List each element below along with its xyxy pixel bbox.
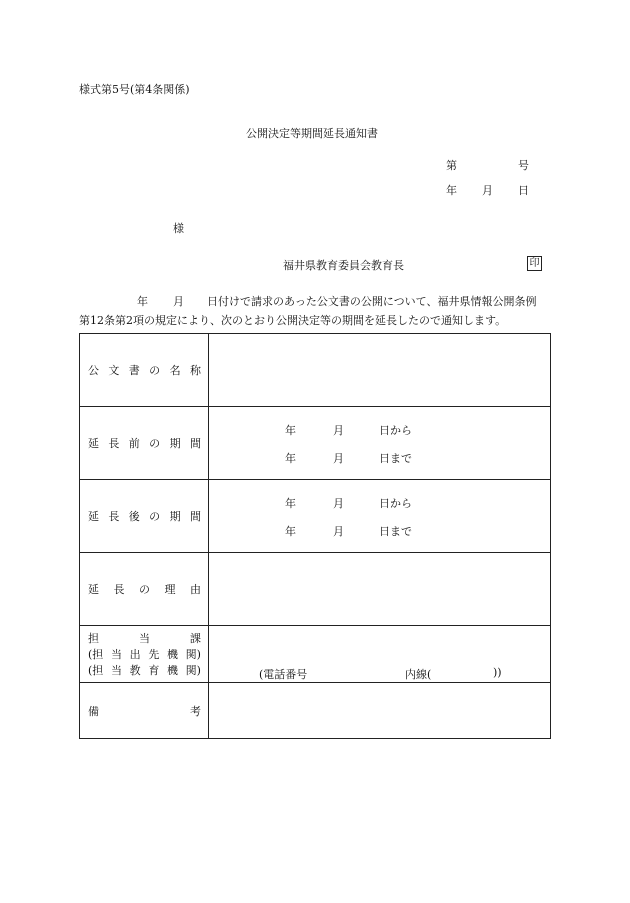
label-char: 後	[128, 510, 140, 523]
value-reason[interactable]	[209, 553, 551, 626]
period-month: 月	[333, 525, 344, 538]
label-char: 教	[129, 664, 141, 677]
doc-date-month: 月	[482, 184, 493, 197]
value-doc-name[interactable]	[209, 334, 551, 407]
phone-label: (電話番号	[259, 668, 308, 681]
value-remarks[interactable]	[209, 683, 551, 739]
label-char: 延	[88, 437, 99, 450]
body-line1: 日付けで請求のあった公文書の公開について、福井県情報公開条例	[207, 295, 537, 308]
row-remarks	[80, 683, 551, 739]
label-char: (担	[88, 648, 104, 661]
period-month: 月	[333, 424, 344, 437]
doc-date-day: 日	[518, 184, 529, 197]
label-char: 長	[108, 437, 120, 450]
issuer-name: 福井県教育委員会教育長	[283, 259, 404, 272]
body-year: 年	[137, 295, 148, 308]
period-year: 年	[285, 424, 296, 437]
label-char: の	[149, 437, 161, 450]
label-char: 期	[169, 437, 181, 450]
label-char: 課	[190, 632, 201, 645]
period-year: 年	[285, 452, 296, 465]
label-char: 書	[128, 364, 140, 377]
label-char: 当	[110, 664, 122, 677]
label-char: 長	[113, 583, 125, 596]
body-line2: 第12条第2項の規定により、次のとおり公開決定等の期間を延長したので通知します。	[79, 314, 507, 327]
doc-number-prefix: 第	[446, 159, 457, 172]
label-char: 機	[166, 648, 178, 661]
after-period-from	[209, 488, 550, 516]
label-char: 担	[88, 632, 99, 645]
doc-date-year: 年	[446, 184, 457, 197]
label-after-period	[80, 480, 209, 553]
row-doc-name	[80, 334, 551, 407]
label-char: 名	[169, 364, 181, 377]
label-char: 関)	[185, 648, 201, 661]
period-year: 年	[285, 497, 296, 510]
label-char: 長	[108, 510, 120, 523]
seal-mark: 印	[527, 256, 542, 271]
label-char: の	[149, 364, 161, 377]
label-char: 前	[128, 437, 140, 450]
label-char: 理	[164, 583, 176, 596]
period-month: 月	[333, 452, 344, 465]
addressee-honorific: 様	[173, 222, 184, 235]
value-department[interactable]	[209, 626, 551, 683]
period-year: 年	[285, 525, 296, 538]
label-char: 称	[189, 364, 201, 377]
extension-label: 内線(	[405, 668, 432, 681]
label-doc-name-chars	[80, 362, 208, 378]
form-table	[79, 333, 551, 739]
before-period-from	[209, 415, 550, 443]
before-period-until	[209, 443, 550, 471]
label-char: 育	[148, 664, 160, 677]
label-remarks-chars	[80, 703, 208, 719]
label-char: 機	[166, 664, 178, 677]
label-department-sub1	[80, 646, 208, 662]
value-before-period[interactable]	[209, 407, 551, 480]
label-char: の	[139, 583, 150, 596]
label-char: (担	[88, 664, 104, 677]
document-title: 公開決定等期間延長通知書	[246, 127, 378, 140]
label-char: 間	[189, 510, 201, 523]
label-char: 先	[148, 648, 160, 661]
period-from: 日から	[379, 497, 412, 510]
label-char: 公	[88, 364, 99, 377]
row-department	[80, 626, 551, 683]
row-reason	[80, 553, 551, 626]
label-char: 延	[88, 510, 99, 523]
label-after-period-chars	[80, 508, 208, 524]
label-char: 関)	[185, 664, 201, 677]
label-department	[80, 626, 209, 683]
doc-number-suffix: 号	[518, 159, 529, 172]
label-remarks	[80, 683, 209, 739]
phone-close: ))	[493, 666, 502, 679]
label-char: 文	[108, 364, 120, 377]
label-reason-chars	[80, 581, 208, 597]
label-department-sub2	[80, 662, 208, 678]
label-char: 当	[139, 632, 150, 645]
label-before-period	[80, 407, 209, 480]
label-char: 期	[169, 510, 181, 523]
body-month: 月	[173, 295, 184, 308]
label-char: 間	[189, 437, 201, 450]
label-char: 由	[190, 583, 201, 596]
period-until: 日まで	[379, 452, 412, 465]
after-period-until	[209, 516, 550, 544]
form-number: 様式第5号(第4条関係)	[79, 83, 190, 96]
label-char: 出	[129, 648, 141, 661]
row-before-period	[80, 407, 551, 480]
period-from: 日から	[379, 424, 412, 437]
period-month: 月	[333, 497, 344, 510]
label-char: 考	[190, 704, 201, 718]
period-until: 日まで	[379, 525, 412, 538]
label-before-period-chars	[80, 435, 208, 451]
label-doc-name	[80, 334, 209, 407]
label-char: 備	[88, 704, 99, 718]
row-after-period	[80, 480, 551, 553]
label-char: の	[149, 510, 161, 523]
label-department-chars	[80, 630, 208, 646]
label-char: 延	[88, 583, 99, 596]
value-after-period[interactable]	[209, 480, 551, 553]
label-char: 当	[110, 648, 122, 661]
label-reason	[80, 553, 209, 626]
